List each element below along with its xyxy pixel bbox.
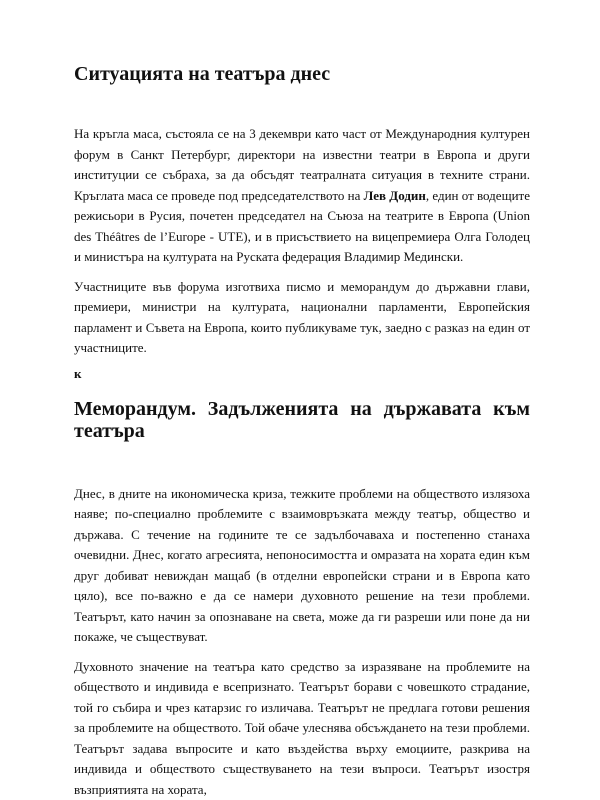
section-marker: к [74,365,82,381]
memorandum-paragraph-1: Днес, в дните на икономическа криза, тежките проблеми на обществото излязоха наяве; по-специално проблемите с взаимовръзката между театър, общество и държава. С течение на годините те се задълбочаваха и постепенно станаха очевидни. Днес, когато агресията, непоносимостта и омразата на хората един към друг добиват невиждан мащаб (в отделни европейски страни и в Европа като цяло), все по-важно е да се намери духовното решение на тези проблеми. Театърът, като начин за опознаване на света, може да ги разреши или поне да ни покаже, че съществуват. [74,485,530,644]
article-title: Ситуацията на театъра днес [74,63,331,85]
intro-bold-name: Лев Додин [363,187,426,203]
article-paragraph-2: Участниците във форума изготвиха писмо и меморандум до държавни глави, премиери, министри на културата, национални парламенти, Европейския парламент и Съвета на Европа, които публикуваме тук, заедно с разказ на един от участниците. [74,278,530,355]
article-intro-paragraph [74,124,530,268]
memorandum-title: Меморандум. Задълженията на държавата към театъра [74,397,530,442]
intro-text-start: На кръгла маса, състояла се на 3 декември като част от Международния културен форум в Санкт Петербург, директори на известни театри в Европа и други институции се събраха, за да обсъдят театралната ситуация в техните страни. Кръглата маса се проведе под председателството на [74,126,530,203]
memorandum-paragraph-2: Духовното значение на театъра като средство за изразяване на проблемите на обществото и индивида е всепризнато. Театърът борави с човешкото страдание, той го събира и чрез катарзис го изличава. Театърът не предлага готови решения за проблемите на обществото. Той обаче улеснява обсъждането на тези проблеми. Театърът задава въпросите и като въздейства върху емоциите, разкрива на индивида и обществото съществуването на тези въпроси. Театърът изостря възприятията на хората, [74,658,530,797]
intro-text-end: , един от водещите режисьори в Русия, почетен председател на Съюза на театрите в Европа (Union des Théâtres de l’Europe - UTE), и в присъствието на вицепремиера Олга Голодец и министъра на културата на Руската федерация Владимир Медински. [74,187,530,264]
document-page [74,62,530,800]
